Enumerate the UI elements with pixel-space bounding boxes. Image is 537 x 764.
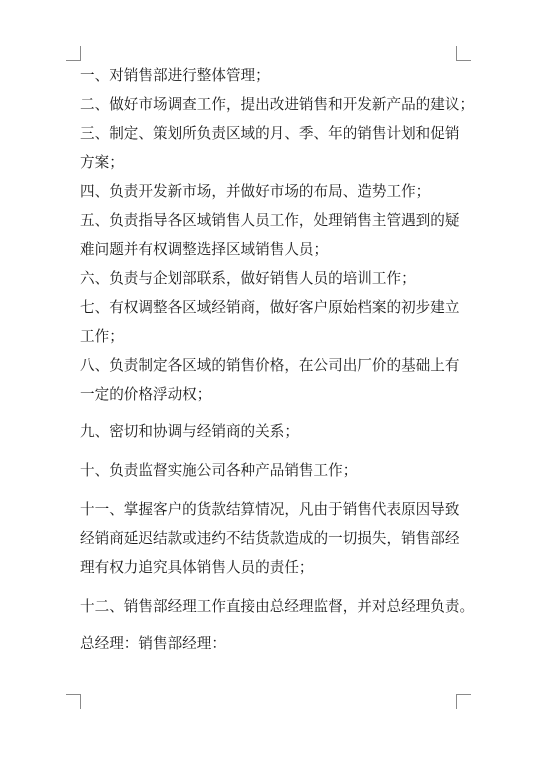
signature-line bbox=[80, 629, 458, 658]
paragraph-10-line-1: 十、负责监督实施公司各种产品销售工作； bbox=[80, 462, 358, 479]
paragraph-12 bbox=[80, 592, 475, 621]
margin-corner-top-left bbox=[66, 46, 81, 61]
paragraph-5-line-1: 五、负责指导各区域销售人员工作，处理销售主管遇到的疑 bbox=[80, 212, 460, 229]
paragraph-9 bbox=[80, 417, 458, 446]
paragraph-11-line-3: 理有权力追究具体销售人员的责任； bbox=[80, 559, 314, 576]
paragraph-1-line-1: 一、对销售部进行整体管理； bbox=[80, 67, 270, 84]
paragraph-4-line-1: 四、负责开发新市场，并做好市场的布局、造势工作； bbox=[80, 183, 431, 200]
paragraph-11-line-2: 经销商延迟结款或违约不结货款造成的一切损失，销售部经 bbox=[80, 530, 460, 547]
margin-corner-top-right bbox=[456, 46, 471, 61]
paragraph-7-line-2: 工作； bbox=[80, 328, 124, 345]
paragraph-11-line-1: 十一、掌握客户的货款结算情况，凡由于销售代表原因导致 bbox=[80, 501, 460, 518]
document-body[interactable] bbox=[80, 61, 475, 658]
paragraph-7-line-1: 七、有权调整各区域经销商，做好客户原始档案的初步建立 bbox=[80, 299, 460, 316]
paragraph-8-line-1: 八、负责制定各区域的销售价格，在公司出厂价的基础上有 bbox=[80, 357, 460, 374]
paragraph-4 bbox=[80, 177, 458, 206]
paragraph-2 bbox=[80, 90, 475, 119]
paragraph-8 bbox=[80, 351, 458, 409]
paragraph-3-line-2: 方案； bbox=[80, 154, 124, 171]
paragraph-6 bbox=[80, 264, 458, 293]
margin-corner-bottom-left bbox=[66, 694, 81, 709]
paragraph-10 bbox=[80, 456, 458, 485]
paragraph-11 bbox=[80, 495, 458, 582]
paragraph-3 bbox=[80, 119, 458, 177]
paragraph-1 bbox=[80, 61, 458, 90]
paragraph-7 bbox=[80, 293, 458, 351]
signature-line-text: 总经理：销售部经理： bbox=[80, 635, 226, 652]
margin-corner-bottom-right bbox=[456, 694, 471, 709]
paragraph-5-line-2: 难问题并有权调整选择区域销售人员； bbox=[80, 241, 329, 258]
paragraph-3-line-1: 三、制定、策划所负责区域的月、季、年的销售计划和促销 bbox=[80, 125, 460, 142]
paragraph-2-line-1: 二、做好市场调查工作，提出改进销售和开发新产品的建议； bbox=[80, 96, 475, 113]
paragraph-5 bbox=[80, 206, 458, 264]
paragraph-12-line-1: 十二、销售部经理工作直接由总经理监督，并对总经理负责。 bbox=[80, 598, 475, 615]
paragraph-8-line-2: 一定的价格浮动权； bbox=[80, 386, 212, 403]
paragraph-6-line-1: 六、负责与企划部联系，做好销售人员的培训工作； bbox=[80, 270, 416, 287]
paragraph-9-line-1: 九、密切和协调与经销商的关系； bbox=[80, 423, 299, 440]
